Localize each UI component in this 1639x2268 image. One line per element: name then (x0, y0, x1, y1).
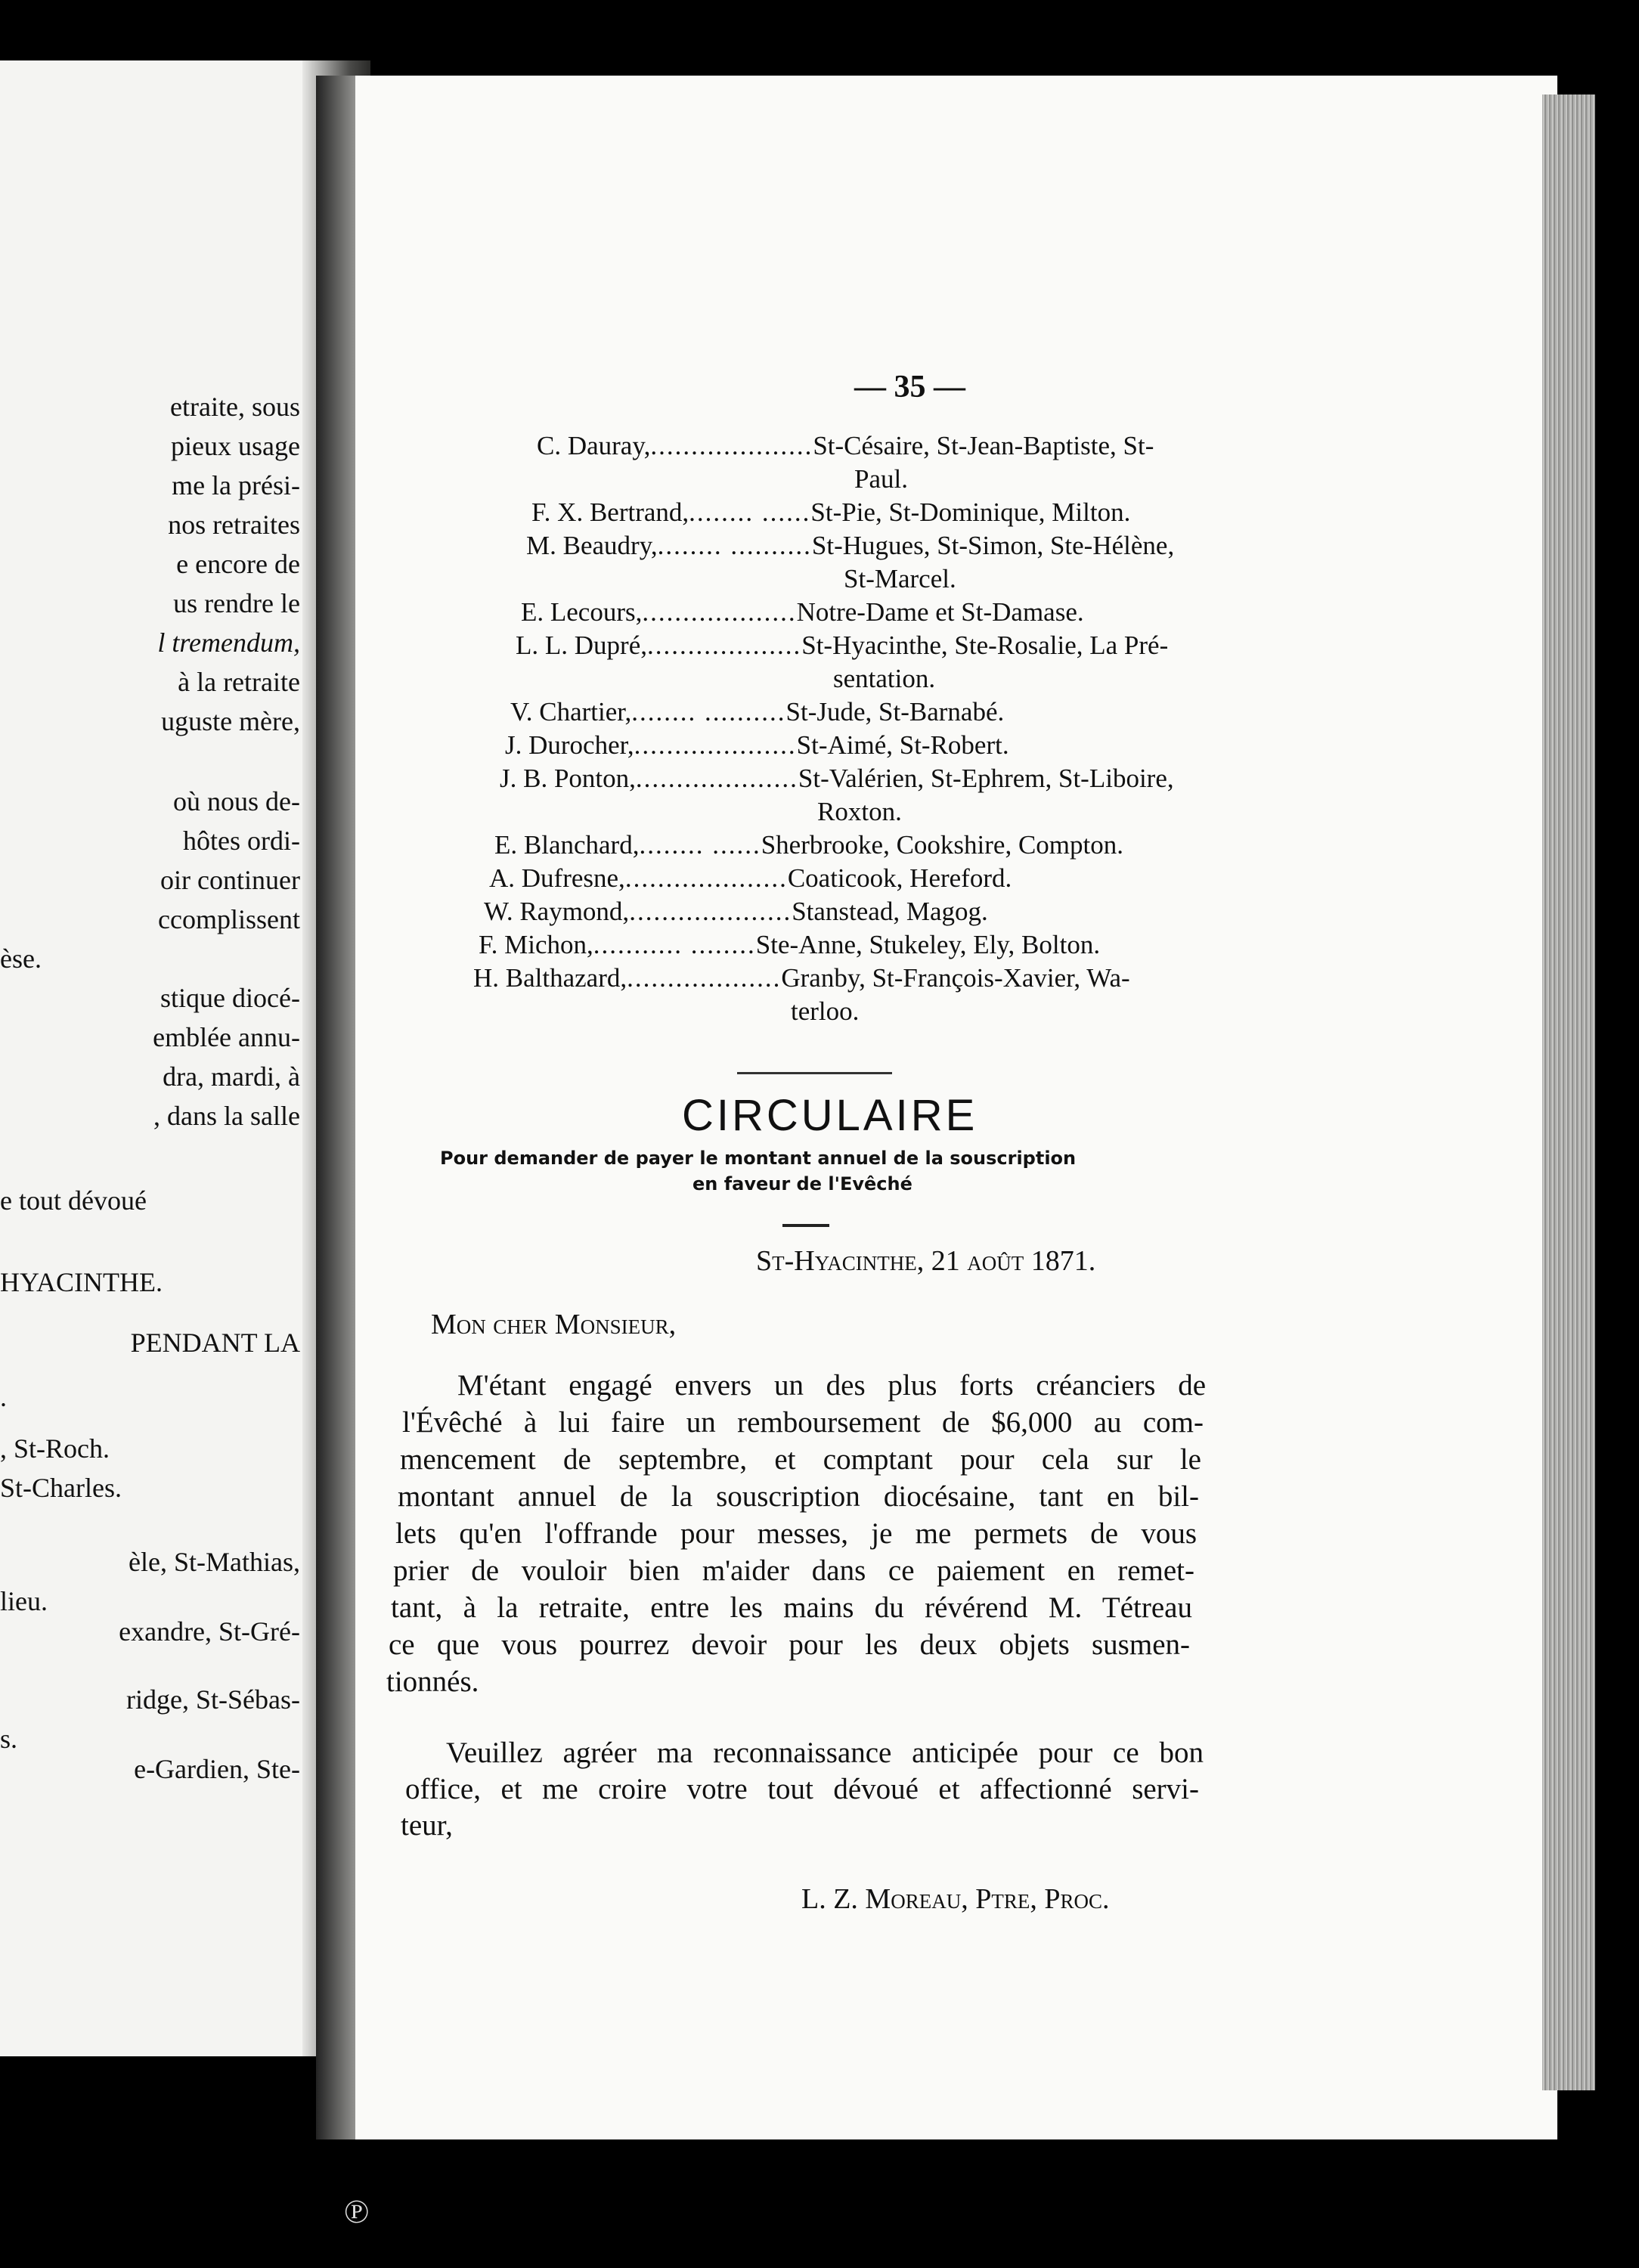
left-page-line: uguste mère, (161, 706, 300, 736)
parish-list-continuation: Paul. (854, 464, 908, 494)
letter-body-line: M'étant engagé envers un des plus forts créanciers de (457, 1369, 1206, 1402)
bottom-mark-glyph: ℗ (344, 2193, 370, 2230)
priest-entry (521, 597, 1315, 627)
priest-entry (505, 730, 1299, 761)
page-edge-stack (1542, 94, 1595, 2090)
left-page-line: s. (0, 1724, 18, 1754)
left-page-line: èle, St-Mathias, (129, 1547, 300, 1577)
priest-name: J. B. Ponton, (500, 764, 636, 793)
left-page-line: nos retraites (168, 510, 300, 540)
leader-dots: .................... (634, 730, 797, 760)
left-page-line: ridge, St-Sébas- (126, 1684, 300, 1715)
left-page-line: emblée annu- (153, 1022, 300, 1052)
parish-list: Coaticook, Hereford. (787, 863, 1012, 893)
priest-name: F. Michon, (479, 930, 593, 959)
left-page-line: us rendre le (173, 588, 300, 618)
leader-dots: ................... (627, 963, 782, 993)
left-page-line: ccomplissent (158, 904, 300, 934)
leader-dots: ........... ........ (593, 930, 756, 959)
leader-dots: ................... (642, 597, 797, 627)
priest-name: E. Lecours, (521, 597, 643, 627)
priest-entry (494, 830, 1288, 860)
leader-dots: .................... (650, 431, 813, 460)
leader-dots: .................... (624, 863, 788, 893)
priest-entry (484, 897, 1278, 927)
parish-list-continuation: St-Marcel. (844, 564, 956, 593)
parish-list: Ste-Anne, Stukeley, Ely, Bolton. (755, 930, 1101, 959)
parish-list: St-Hyacinthe, Ste-Rosalie, La Pré- (801, 631, 1169, 660)
parish-list: Sherbrooke, Cookshire, Compton. (761, 830, 1123, 860)
left-page-line: e encore de (176, 549, 300, 579)
priest-entry (479, 930, 1272, 960)
priest-name: V. Chartier, (510, 697, 632, 727)
left-page-line: hôtes ordi- (183, 826, 300, 856)
priest-name: C. Dauray, (537, 431, 651, 460)
parish-list: St-Aimé, St-Robert. (796, 730, 1009, 760)
priest-entry (526, 531, 1320, 561)
priest-entry (516, 631, 1309, 661)
leader-dots: ........ .......... (631, 697, 786, 727)
parish-list-continuation: terloo. (791, 996, 860, 1026)
left-page-line: e-Gardien, Ste- (134, 1754, 300, 1784)
parish-list: St-Hugues, St-Simon, Ste-Hélène, (811, 531, 1175, 560)
priest-name: F. X. Bertrand, (531, 497, 689, 527)
left-page-line: dra, mardi, à (163, 1061, 300, 1092)
priest-entry (531, 497, 1325, 528)
parish-list: St-Jude, St-Barnabé. (785, 697, 1005, 727)
priest-entry (537, 431, 1331, 461)
letter-closing-line: teur, (401, 1809, 453, 1842)
left-page-line: èse. (0, 943, 42, 974)
circulaire-subtitle-line-2: en faveur de l'Evêché (692, 1173, 912, 1194)
left-page-line: PENDANT LA (130, 1328, 300, 1358)
left-page-line: pieux usage (171, 431, 300, 461)
left-page-line: où nous de- (173, 786, 300, 816)
leader-dots: .................... (629, 897, 792, 926)
priest-name: W. Raymond, (484, 897, 630, 926)
salutation: Mon cher Monsieur, (431, 1309, 677, 1340)
signature: L. Z. Moreau, Ptre, Proc. (801, 1883, 1110, 1915)
priest-entry (473, 963, 1267, 993)
circulaire-subtitle-line-1: Pour demander de payer le montant annuel de la souscription (440, 1148, 1077, 1169)
priest-name: E. Blanchard, (494, 830, 640, 860)
letter-closing-line: office, et me croire votre tout dévoué et affectionné servi- (405, 1773, 1199, 1805)
parish-list: Granby, St-François-Xavier, Wa- (781, 963, 1130, 993)
parish-list: St-Césaire, St-Jean-Baptiste, St- (813, 431, 1154, 460)
page-number: — 35 — (854, 370, 965, 404)
leader-dots: ........ ...... (689, 497, 811, 527)
section-divider-rule (737, 1072, 892, 1074)
letter-body-line: mencement de septembre, et comptant pour cela sur le (400, 1443, 1201, 1476)
left-page-line: , dans la salle (153, 1101, 300, 1131)
letter-body-line: ce que vous pourrez devoir pour les deux objets susmen- (389, 1628, 1190, 1661)
parish-list: St-Pie, St-Dominique, Milton. (810, 497, 1131, 527)
left-page-line: oir continuer (160, 865, 300, 895)
left-page-line: me la prési- (172, 470, 300, 500)
title-underline-rule (782, 1224, 829, 1227)
left-facing-page (0, 60, 314, 2056)
main-page (355, 76, 1557, 2139)
left-page-line: lieu. (0, 1586, 48, 1616)
left-page-line: stique diocé- (160, 983, 300, 1013)
priest-entry (489, 863, 1283, 894)
leader-dots: ........ .......... (657, 531, 812, 560)
left-page-line: St-Charles. (0, 1473, 122, 1503)
letter-body-line: montant annuel de la souscription diocésaine, tant en bil- (398, 1480, 1199, 1513)
left-page-line: , St-Roch. (0, 1433, 110, 1464)
left-page-line: HYACINTHE. (0, 1267, 163, 1297)
leader-dots: ........ ...... (639, 830, 761, 860)
left-page-line: exandre, St-Gré- (119, 1616, 300, 1647)
letter-body-line: lets qu'en l'offrande pour messes, je me permets de vous (395, 1517, 1197, 1550)
priest-entry (500, 764, 1294, 794)
parish-list-continuation: sentation. (833, 664, 936, 693)
parish-list: Stanstead, Magog. (792, 897, 988, 926)
left-page-line: e tout dévoué (0, 1185, 147, 1216)
left-page-line: . (0, 1382, 7, 1412)
letter-body-line: tionnés. (386, 1665, 479, 1698)
parish-list-continuation: Roxton. (817, 797, 902, 826)
leader-dots: ................... (646, 631, 802, 660)
letter-body-line: prier de vouloir bien m'aider dans ce paiement en remet- (393, 1554, 1194, 1587)
priest-name: A. Dufresne, (489, 863, 625, 893)
dateline: St-Hyacinthe, 21 août 1871. (756, 1245, 1096, 1277)
priest-name: J. Durocher, (505, 730, 634, 760)
leader-dots: .................... (635, 764, 798, 793)
left-page-line: à la retraite (178, 667, 300, 697)
priest-name: H. Balthazard, (473, 963, 627, 993)
letter-body-line: tant, à la retraite, entre les mains du révérend M. Tétreau (391, 1591, 1192, 1624)
parish-list: St-Valérien, St-Ephrem, St-Liboire, (798, 764, 1174, 793)
letter-body-line: l'Évêché à lui faire un remboursement de $6,000 au com- (402, 1406, 1204, 1439)
left-page-line: etraite, sous (170, 392, 300, 422)
parish-list: Notre-Dame et St-Damase. (796, 597, 1084, 627)
letter-closing-line: Veuillez agréer ma reconnaissance anticipée pour ce bon (446, 1737, 1204, 1769)
circulaire-title: CIRCULAIRE (682, 1091, 978, 1140)
priest-name: L. L. Dupré, (516, 631, 647, 660)
priest-entry (510, 697, 1304, 727)
priest-name: M. Beaudry, (526, 531, 658, 560)
left-page-line: l tremendum, (157, 627, 300, 658)
